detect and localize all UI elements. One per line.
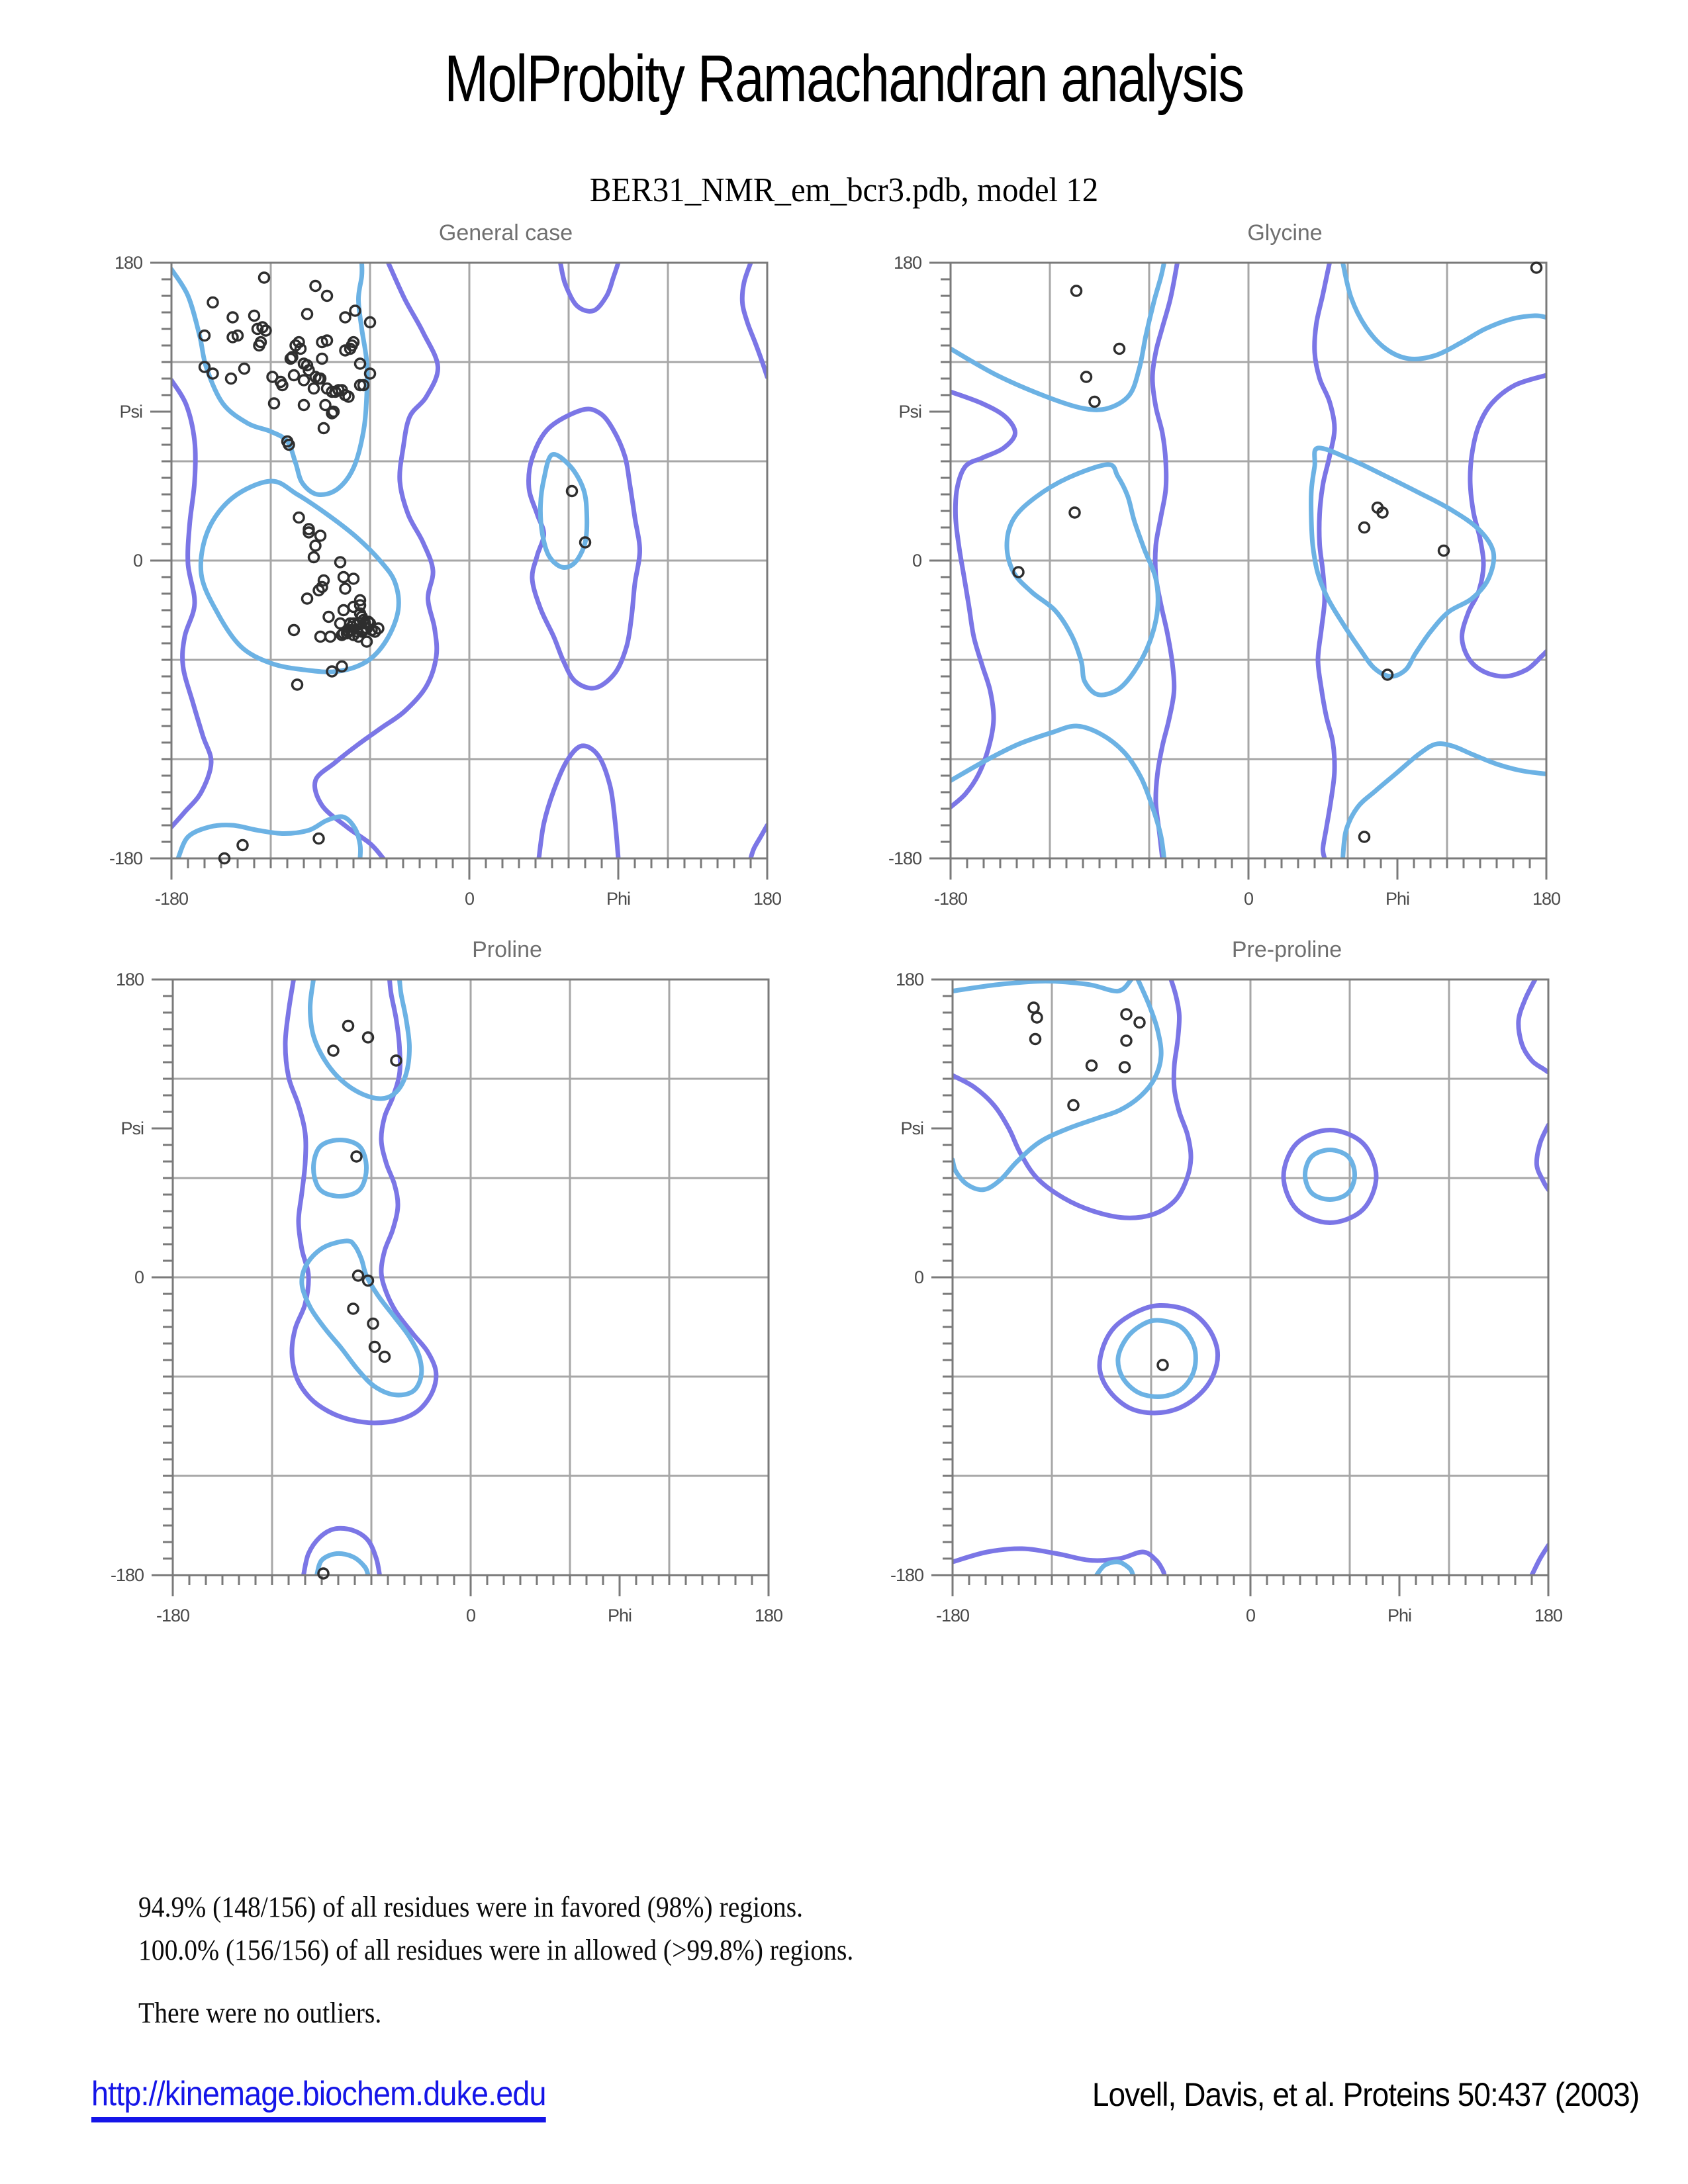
residue-point — [309, 384, 319, 394]
residue-point — [326, 632, 336, 642]
x-tick-label: Phi — [607, 1606, 632, 1625]
allowed-summary: 100.0% (156/156) of all residues were in allowed (>99.8%) regions. — [138, 1934, 854, 1966]
residue-point — [303, 594, 312, 604]
residue-point — [316, 632, 326, 642]
y-tick-label: Psi — [119, 402, 142, 422]
citation: Lovell, Davis, et al. Proteins 50:437 (2003) — [1092, 2076, 1639, 2113]
y-tick-label: 0 — [912, 551, 921, 570]
plot-title: Proline — [472, 937, 542, 962]
residue-point — [1135, 1018, 1145, 1028]
residue-point — [1360, 832, 1370, 842]
x-tick-label: -180 — [156, 1606, 190, 1625]
residue-point — [1031, 1034, 1041, 1044]
y-tick-label: 180 — [114, 253, 142, 273]
y-tick-label: 0 — [132, 551, 142, 570]
plot-glycine — [851, 203, 1626, 931]
residue-point — [299, 375, 309, 385]
y-tick-label: -180 — [890, 1565, 923, 1585]
residue-point — [348, 1304, 358, 1314]
residue-point — [353, 1271, 363, 1281]
y-tick-label: 0 — [134, 1267, 144, 1287]
y-tick-label: 180 — [895, 970, 923, 989]
favored-summary: 94.9% (148/156) of all residues were in favored (98%) regions. — [138, 1891, 804, 1923]
residue-point — [318, 1569, 328, 1578]
grid — [171, 263, 767, 858]
page-title: MolProbity Ramachandran analysis — [444, 42, 1244, 116]
residue-point — [1090, 397, 1100, 407]
residue-point — [1121, 1009, 1131, 1019]
residue-point — [1087, 1061, 1097, 1071]
residue-point — [240, 364, 250, 374]
axis-labels — [111, 970, 782, 1625]
axis-ticks — [929, 263, 1546, 880]
residue-point — [299, 400, 309, 410]
grid — [953, 979, 1548, 1575]
axis-labels — [888, 253, 1560, 909]
residue-point — [1082, 372, 1092, 382]
residue-point — [316, 531, 326, 541]
grid — [951, 263, 1546, 858]
axis-labels — [109, 253, 781, 909]
ramachandran-plot-svg — [853, 920, 1628, 1648]
residue-point — [259, 273, 269, 283]
y-tick-label: 180 — [115, 970, 144, 989]
x-tick-label: Phi — [1387, 1606, 1412, 1625]
y-tick-label: -180 — [109, 848, 142, 868]
x-tick-label: 180 — [754, 1606, 783, 1625]
axis-ticks — [150, 263, 767, 880]
data-points — [1013, 263, 1542, 842]
residue-point — [339, 606, 349, 615]
residue-point — [355, 359, 365, 369]
plot-general-case — [72, 203, 847, 931]
residue-point — [324, 612, 334, 622]
residue-point — [228, 312, 238, 322]
x-tick-label: -180 — [154, 889, 189, 909]
residue-point — [368, 1319, 378, 1329]
residue-point — [1158, 1360, 1168, 1370]
ramachandran-plot-svg — [73, 920, 848, 1648]
x-tick-label: Phi — [606, 889, 631, 909]
residue-point — [322, 291, 332, 301]
plot-title: Glycine — [1247, 220, 1323, 246]
residue-point — [319, 424, 329, 433]
kinemage-link[interactable]: http://kinemage.biochem.duke.edu — [91, 2074, 546, 2122]
ramachandran-plot-svg — [72, 203, 847, 931]
residue-point — [226, 374, 236, 384]
residue-point — [294, 513, 304, 523]
x-tick-label: 0 — [464, 889, 475, 909]
residue-point — [310, 281, 320, 291]
x-tick-label: 0 — [1245, 1606, 1256, 1625]
axis-ticks — [931, 979, 1548, 1596]
residue-point — [1072, 286, 1082, 296]
residue-point — [303, 309, 312, 319]
residue-point — [250, 311, 259, 321]
residue-point — [1532, 263, 1542, 273]
y-tick-label: Psi — [120, 1118, 144, 1138]
x-tick-label: 180 — [753, 889, 782, 909]
residue-point — [208, 298, 218, 308]
plot-title: General case — [438, 220, 573, 246]
x-tick-label: 180 — [1532, 889, 1561, 909]
x-tick-label: -180 — [935, 1606, 970, 1625]
residue-point — [1070, 508, 1080, 518]
y-tick-label: Psi — [900, 1118, 923, 1138]
residue-point — [340, 312, 350, 322]
residue-point — [336, 557, 346, 567]
residue-point — [349, 574, 359, 584]
plot-pre-proline — [853, 920, 1628, 1648]
residue-point — [238, 841, 248, 850]
residue-point — [1029, 1003, 1039, 1013]
x-tick-label: 0 — [1243, 889, 1254, 909]
x-tick-label: -180 — [933, 889, 968, 909]
plot-proline — [73, 920, 848, 1648]
y-tick-label: Psi — [898, 402, 921, 422]
ramachandran-plot-svg — [851, 203, 1626, 931]
x-tick-label: Phi — [1385, 889, 1410, 909]
residue-point — [1115, 344, 1125, 354]
y-tick-label: -180 — [110, 1565, 144, 1585]
residue-point — [344, 1021, 353, 1031]
residue-point — [293, 680, 303, 690]
axis-labels — [890, 970, 1562, 1625]
residue-point — [1120, 1062, 1130, 1072]
x-tick-label: 0 — [465, 1606, 476, 1625]
outliers-summary: There were no outliers. — [138, 1997, 382, 2029]
residue-point — [339, 572, 349, 582]
residue-point — [380, 1352, 390, 1362]
residue-point — [289, 371, 299, 381]
x-tick-label: 180 — [1534, 1606, 1563, 1625]
y-tick-label: 0 — [914, 1267, 923, 1287]
plot-title: Pre-proline — [1231, 937, 1342, 962]
residue-point — [328, 1046, 338, 1056]
grid — [173, 979, 769, 1575]
residue-point — [340, 584, 350, 594]
residue-point — [310, 541, 320, 551]
model-subtitle: BER31_NMR_em_bcr3.pdb, model 12 — [589, 171, 1099, 209]
residue-point — [1121, 1036, 1131, 1046]
residue-point — [352, 1152, 361, 1161]
residue-point — [1360, 523, 1370, 533]
y-tick-label: -180 — [888, 848, 921, 868]
residue-point — [314, 834, 324, 844]
y-tick-label: 180 — [893, 253, 921, 273]
axis-ticks — [152, 979, 769, 1596]
residue-point — [1068, 1101, 1078, 1111]
residue-point — [1032, 1013, 1042, 1023]
residue-point — [336, 619, 346, 629]
residue-point — [289, 625, 299, 635]
